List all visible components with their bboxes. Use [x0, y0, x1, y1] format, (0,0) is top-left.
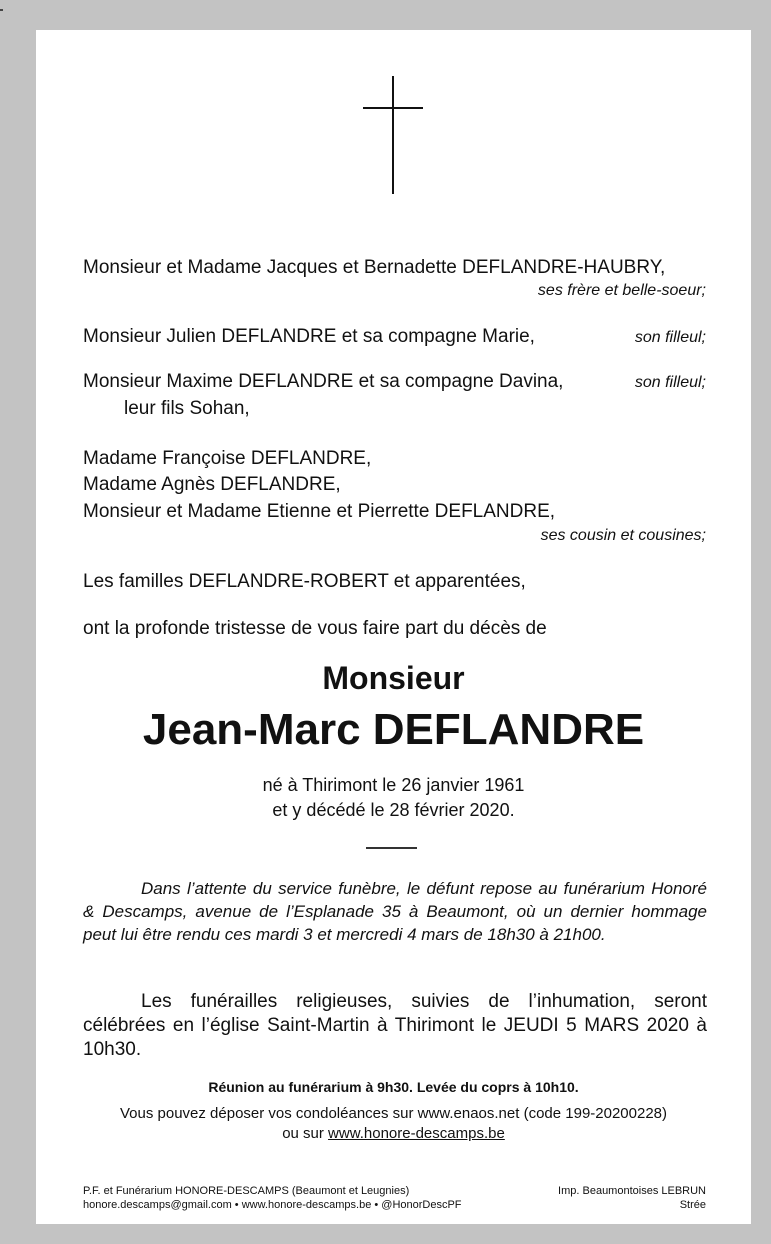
family-line: Madame Agnès DEFLANDRE,	[83, 474, 341, 495]
death-info: et y décédé le 28 février 2020.	[272, 800, 515, 820]
condolences-link[interactable]: www.honore-descamps.be	[328, 1125, 505, 1142]
footer-printer-location: Strée	[679, 1199, 706, 1211]
cross-horizontal-bar	[363, 107, 423, 109]
family-line: Monsieur et Madame Etienne et Pierrette DEFLANDRE,	[83, 501, 556, 522]
deceased-title: Monsieur	[322, 660, 465, 696]
footer-printer: Imp. Beaumontoises LEBRUN	[558, 1185, 706, 1197]
deceased-name: Jean-Marc DEFLANDRE	[142, 705, 645, 754]
family-relation: son filleul;	[634, 329, 706, 346]
condolences-link-line	[36, 1124, 751, 1144]
family-line: Madame Françoise DEFLANDRE,	[83, 448, 372, 469]
footer-funeral-home: P.F. et Funérarium HONORE-DESCAMPS (Beaumont et Leugnies)	[83, 1185, 410, 1197]
scan-artifact	[0, 9, 3, 11]
family-relation: ses cousin et cousines;	[540, 527, 706, 544]
condolences-prefix: ou sur	[282, 1125, 329, 1142]
funeral-paragraph-text: Les funérailles religieuses, suivies de l’inhumation, seront célébrées en l’église Saint-Martin à Thirimont le JEUDI 5 MARS 2020 à 10h30.	[83, 991, 707, 1060]
meeting-info: Réunion au funérarium à 9h30. Levée du coprs à 10h10.	[208, 1079, 579, 1095]
death-notice-page	[36, 30, 751, 1224]
family-line: Les familles DEFLANDRE-ROBERT et apparentées,	[83, 571, 526, 592]
condolences-line: Vous pouvez déposer vos condoléances sur www.enaos.net (code 199-20200228)	[119, 1105, 668, 1122]
viewing-paragraph	[83, 877, 707, 946]
family-line: Monsieur et Madame Jacques et Bernadette DEFLANDRE-HAUBRY,	[83, 257, 666, 278]
family-relation: son filleul;	[634, 374, 706, 391]
family-line: Monsieur Julien DEFLANDRE et sa compagne Marie,	[83, 326, 535, 347]
funeral-paragraph	[83, 990, 707, 1062]
footer-contacts: honore.descamps@gmail.com • www.honore-descamps.be • @HonorDescPF	[83, 1199, 462, 1211]
cross-vertical-bar	[392, 76, 394, 194]
intro-text: ont la profonde tristesse de vous faire part du décès de	[83, 618, 547, 639]
separator-line	[366, 847, 417, 849]
family-line: leur fils Sohan,	[124, 398, 250, 419]
birth-info: né à Thirimont le 26 janvier 1961	[262, 775, 525, 795]
family-relation: ses frère et belle-soeur;	[537, 282, 706, 299]
viewing-paragraph-text: Dans l’attente du service funèbre, le défunt repose au funérarium Honoré & Descamps, avenue de l’Esplanade 35 à Beaumont, où un dernier hommage peut lui être rendu ces mardi 3 et mercredi 4 mars de 18h30 à 21h00.	[83, 879, 707, 944]
family-line: Monsieur Maxime DEFLANDRE et sa compagne Davina,	[83, 371, 564, 392]
